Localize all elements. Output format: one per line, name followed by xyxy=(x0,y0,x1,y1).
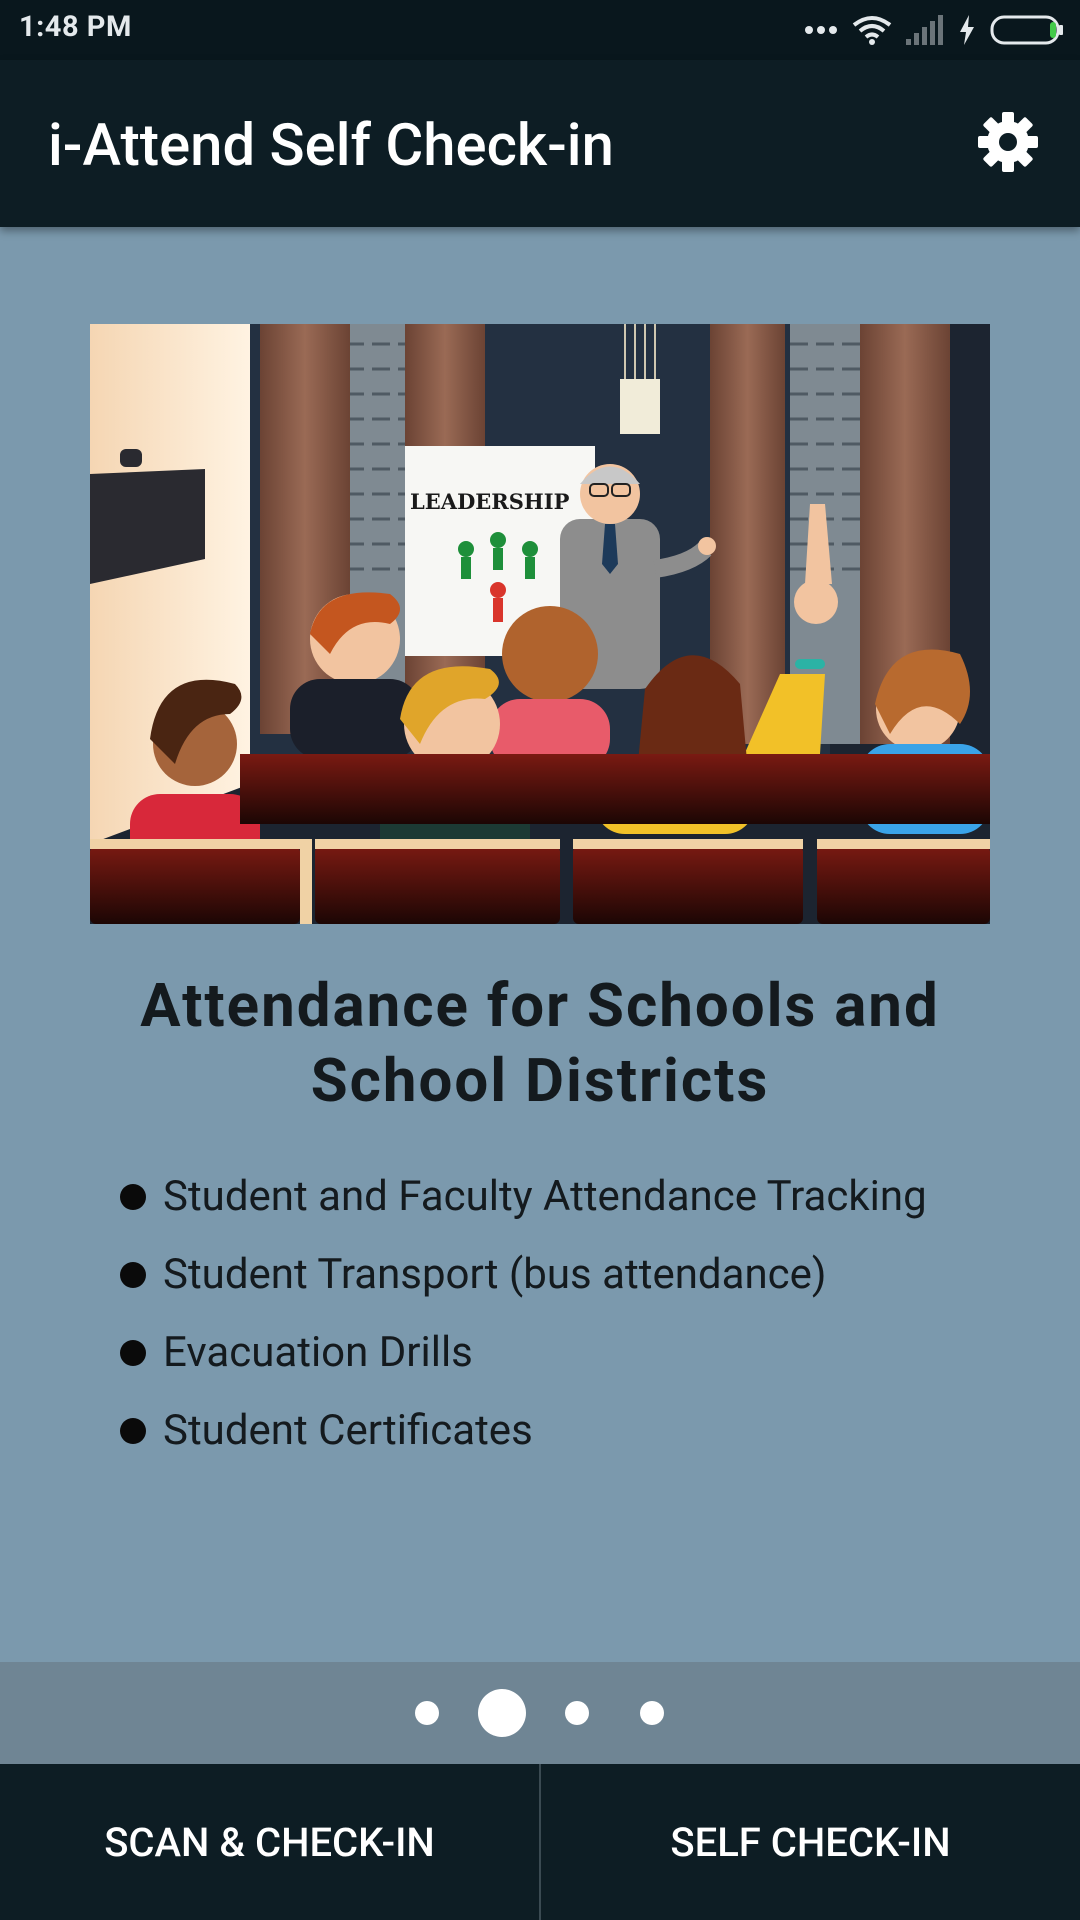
page-dot-4[interactable] xyxy=(640,1701,664,1725)
app-title: i-Attend Self Check-in xyxy=(48,112,614,180)
bullet-icon xyxy=(120,1340,146,1366)
list-item xyxy=(120,1170,980,1224)
feature-text: Student Certificates xyxy=(163,1406,533,1455)
page-dot-3[interactable] xyxy=(565,1701,589,1725)
page-dot-1[interactable] xyxy=(415,1701,439,1725)
bullet-icon xyxy=(120,1418,146,1444)
signal-icon xyxy=(906,15,944,45)
headline: Attendance for Schools and School Districts xyxy=(140,970,940,1116)
list-item xyxy=(120,1248,980,1302)
bullet-icon xyxy=(120,1184,146,1210)
bullet-icon xyxy=(120,1262,146,1288)
more-dots-icon xyxy=(804,25,838,35)
board-text: LEADERSHIP xyxy=(410,489,570,514)
wifi-icon xyxy=(852,15,892,45)
list-item xyxy=(120,1404,980,1458)
feature-text: Student Transport (bus attendance) xyxy=(163,1250,827,1299)
gear-icon[interactable] xyxy=(976,110,1040,174)
battery-icon xyxy=(990,15,1064,45)
scan-check-in-button[interactable]: SCAN & CHECK-IN xyxy=(0,1764,539,1920)
self-check-in-button[interactable]: SELF CHECK-IN xyxy=(541,1764,1080,1920)
status-time: 1:48 PM xyxy=(19,10,132,44)
page-dot-2-active[interactable] xyxy=(478,1689,526,1737)
feature-text: Evacuation Drills xyxy=(163,1328,473,1377)
app-bar xyxy=(0,60,1080,227)
list-item xyxy=(120,1326,980,1380)
status-bar xyxy=(0,0,1080,60)
page-indicator xyxy=(0,1662,1080,1764)
feature-list xyxy=(120,1170,980,1482)
classroom-illustration xyxy=(90,324,990,924)
charging-icon xyxy=(958,15,976,45)
bottom-action-bar xyxy=(0,1764,1080,1920)
feature-text: Student and Faculty Attendance Tracking xyxy=(163,1172,927,1221)
